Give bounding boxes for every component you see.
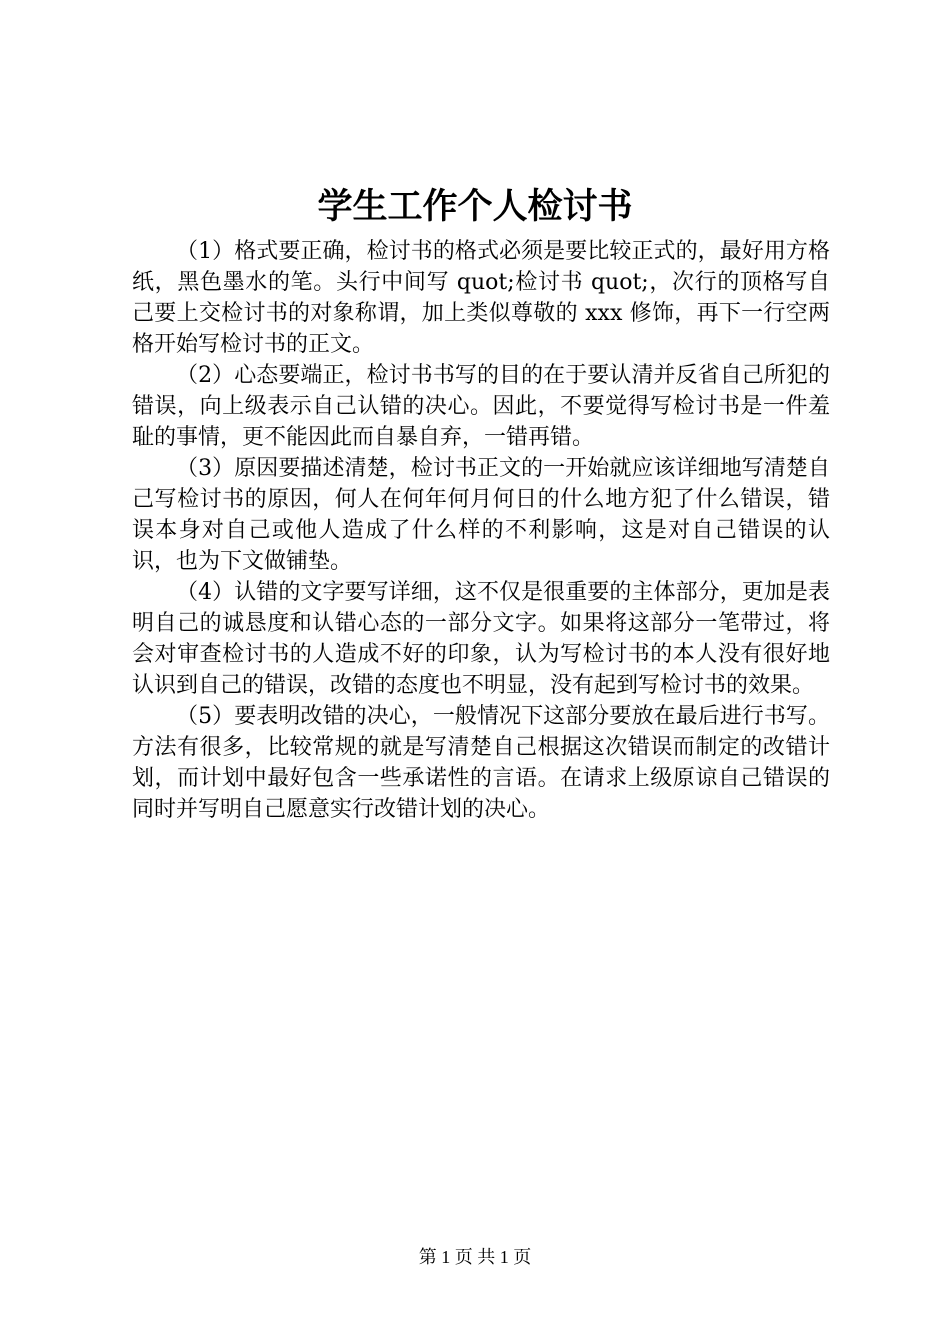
paragraph-2: （2）心态要端正，检讨书书写的目的在于要认清并反省自己所犯的错误，向上级表示自己认错的决心。因此，不要觉得写检讨书是一件羞耻的事情，更不能因此而自暴自弃，一错再错。 (132, 363, 830, 450)
paragraph-3: （3）原因要描述清楚，检讨书正文的一开始就应该详细地写清楚自己写检讨书的原因，何人在何年何月何日的什么地方犯了什么错误，错误本身对自己或他人造成了什么样的不利影响，这是对自己错误的认识，也为下文做铺垫。 (132, 456, 830, 574)
paragraph-5: （5）要表明改错的决心，一般情况下这部分要放在最后进行书写。方法有很多，比较常规的就是写清楚自己根据这次错误而制定的改错计划，而计划中最好包含一些承诺性的言语。在请求上级原谅自己错误的同时并写明自己愿意实行改错计划的决心。 (132, 704, 830, 822)
page-number-footer: 第 1 页 共 1 页 (418, 1247, 532, 1267)
document-body (132, 236, 830, 825)
document-title: 学生工作个人检讨书 (317, 186, 633, 227)
paragraph-4: （4）认错的文字要写详细，这不仅是很重要的主体部分，更加是表明自己的诚恳度和认错心态的一部分文字。如果将这部分一笔带过，将会对审查检讨书的人造成不好的印象，认为写检讨书的本人没有很好地认识到自己的错误，改错的态度也不明显，没有起到写检讨书的效果。 (132, 580, 830, 698)
paragraph-1: （1）格式要正确，检讨书的格式必须是要比较正式的，最好用方格纸，黑色墨水的笔。头行中间写 quot;检讨书 quot;，次行的顶格写自己要上交检讨书的对象称谓，加上类似尊敬的 xxx 修饰，再下一行空两格开始写检讨书的正文。 (132, 239, 830, 357)
